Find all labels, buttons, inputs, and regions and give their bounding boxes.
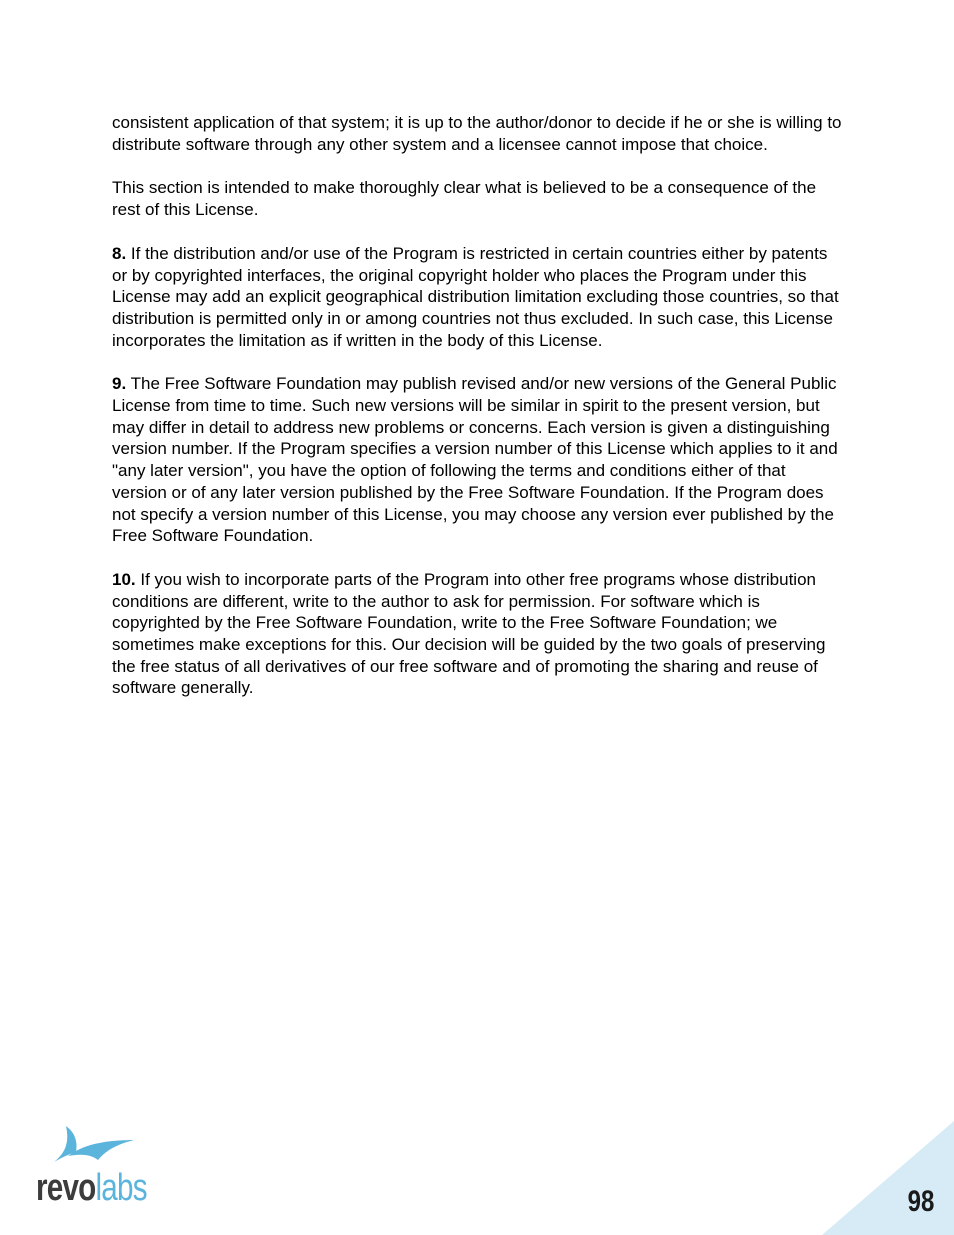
paragraph [112, 373, 844, 547]
paragraph-text: If you wish to incorporate parts of the Program into other free programs whose distribution conditions are different, write to the author to ask for permission. For software which is copyrighted by the Free Software Foundation, write to the Free Software Foundation; we sometimes make exceptions for this. Our decision will be guided by the two goals of preserving the free status of all derivatives of our free software and of promoting the sharing and reuse of software generally. [112, 569, 826, 698]
paragraph [112, 112, 844, 155]
paragraph-text: consistent application of that system; it is up to the author/donor to decide if he or she is willing to distribute software through any other system and a licensee cannot impose that choice. [112, 113, 842, 154]
paragraph-text: The Free Software Foundation may publish revised and/or new versions of the General Public License from time to time. Such new versions will be similar in spirit to the present version, but may differ in detail to address new problems or concerns. Each version is given a distinguishing version number. If the Program specifies a version number of this License which applies to it and "any later version", you have the option of following the terms and conditions either of that version or of any later version published by the Free Software Foundation. If the Program does not specify a version number of this License, you may choose any version ever published by the Free Software Foundation. [112, 374, 838, 546]
section-number: 10. [112, 569, 136, 589]
paragraph-text: If the distribution and/or use of the Program is restricted in certain countries either by patents or by copyrighted interfaces, the original copyright holder who places the Program under this License may add an explicit geographical distribution limitation excluding those countries, so that distribution is permitted only in or among countries not thus excluded. In such case, this License incorporates the limitation as if written in the body of this License. [112, 243, 839, 350]
logo-text-labs: labs [95, 1167, 147, 1209]
section-number: 9. [112, 374, 127, 394]
revolabs-logo [36, 1122, 156, 1212]
shark-fin-icon [54, 1122, 144, 1168]
document-body [112, 112, 844, 721]
page-number: 98 [907, 1185, 934, 1218]
paragraph [112, 243, 844, 352]
paragraph [112, 177, 844, 220]
logo-text-revo: revo [36, 1167, 96, 1209]
paragraph-text: This section is intended to make thoroughly clear what is believed to be a consequence of the rest of this License. [112, 178, 817, 220]
logo-wordmark [36, 1168, 147, 1208]
paragraph [112, 569, 844, 699]
section-number: 8. [112, 243, 127, 263]
